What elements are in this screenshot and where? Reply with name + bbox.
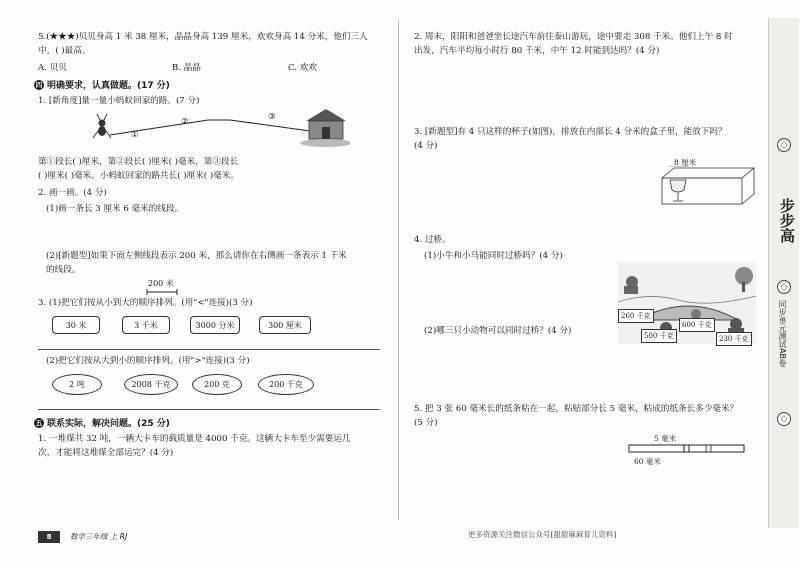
q5-line2: 中，( )最高。 bbox=[38, 46, 91, 56]
section5-number: 五 bbox=[35, 419, 43, 427]
weight-oval-2: 2008 千克 bbox=[124, 374, 178, 395]
r-q5-line2: (5 分) bbox=[414, 418, 438, 428]
spine-chip-3: ○ bbox=[777, 412, 791, 426]
weight-tag-4: 230 千克 bbox=[716, 332, 752, 346]
weight-oval-3: 200 克 bbox=[192, 374, 242, 395]
spine-chip-2: ○ bbox=[777, 280, 791, 294]
length-box-1: 30 米 bbox=[52, 316, 100, 334]
s4-q1-answer-line2: ( )厘米( )毫米。小蚂蚁回家的路共长( )厘米( )毫米。 bbox=[38, 171, 240, 181]
section5-header bbox=[34, 416, 170, 429]
s5-q1-line2: 次，才能将这堆煤全部运完？(4 分) bbox=[38, 448, 174, 458]
s4-q3-sub1: 3. (1)把它们按从小到大的顺序排列。(用"<"连接)(3 分) bbox=[38, 298, 253, 308]
r-q4-sub1: (1)小牛和小马能同时过桥吗？(4 分) bbox=[424, 251, 563, 261]
column-divider bbox=[398, 20, 399, 520]
book-spine bbox=[768, 18, 799, 528]
s5-q1-line1: 1. 一堆煤共 32 吨，一辆大卡车的载质量是 4000 千克。这辆大卡车至少需要运几 bbox=[38, 434, 351, 444]
s4-q1-answer-line1: 第①段长( )厘米，第②段长( )厘米( )毫米，第③段长 bbox=[38, 157, 239, 167]
marker-2: ② bbox=[181, 117, 189, 127]
s4-q1-text: 1. [新角度]量一量小蚂蚁回家的路。(7 分) bbox=[38, 96, 200, 106]
section5-title: 联系实际，解决问题。(25 分) bbox=[47, 419, 170, 429]
length-box-2: 3 千米 bbox=[122, 316, 170, 334]
segment-200m bbox=[146, 288, 178, 296]
s4-q2-sub1: (1)画一条长 3 厘米 6 毫米的线段。 bbox=[46, 204, 184, 214]
spine-brand: 步步高 bbox=[778, 198, 796, 243]
r-q3-line2: (4 分) bbox=[414, 141, 438, 151]
strip-label-top: 5 毫米 bbox=[654, 434, 677, 443]
page-number: 8 bbox=[38, 531, 60, 543]
q5-option-b: B. 晶晶 bbox=[172, 63, 201, 73]
cup-box-diagram bbox=[660, 166, 756, 206]
weight-tag-1: 260 千克 bbox=[618, 309, 654, 323]
section4-title: 明确要求，认真做题。(17 分) bbox=[47, 81, 170, 91]
length-box-3: 3000 分米 bbox=[190, 316, 240, 334]
q5-option-a: A. 贝贝 bbox=[38, 63, 67, 73]
r-q2-line2: 出发，汽车平均每小时行 80 千米，中午 12 时能到达吗？(4 分) bbox=[414, 46, 660, 56]
q5-option-c: C. 欢欢 bbox=[288, 63, 317, 73]
paper-strip-diagram bbox=[628, 442, 752, 456]
s4-q3-sub2: (2)把它们按从大到小的顺序排列。(用">"连接)(3 分) bbox=[46, 356, 250, 366]
section4-number: 四 bbox=[35, 81, 43, 89]
marker-1: ① bbox=[131, 130, 139, 140]
weight-oval-4: 200 千克 bbox=[258, 374, 314, 395]
s4-q2-sub2-line1: (2)[新题型]如果下面左侧线段表示 200 米，那么请你在右侧画一条表示 1 千米 bbox=[46, 251, 347, 261]
r-q4-title: 4. 过桥。 bbox=[414, 235, 451, 245]
spine-series: 同步单元测试AB卷 bbox=[778, 300, 787, 367]
divider-line-2 bbox=[38, 409, 380, 410]
divider-line bbox=[38, 349, 380, 350]
footer-note: 更多资源关注微信公众号[甜甜麻麻育儿资料] bbox=[468, 530, 617, 539]
s4-q2-text: 2. 画一画。(4 分) bbox=[38, 188, 107, 198]
q5-line1: 5.(★★★)贝贝身高 1 米 38 厘米，晶晶身高 139 厘米，欢欢身高 14 分米，他们三人 bbox=[38, 32, 368, 42]
length-box-4: 300 厘米 bbox=[259, 316, 311, 334]
strip-label-bottom: 60 毫米 bbox=[634, 457, 661, 466]
r-q3-line1: 3. [新题型]有 4 只这样的杯子(如图)，排放在内部长 4 分米的盒子里，能放下吗？ bbox=[414, 127, 727, 137]
weight-tag-2: 500 千克 bbox=[641, 329, 677, 343]
cup-label: 8 厘米 bbox=[674, 158, 697, 167]
r-q4-sub2: (2)哪三只小动物可以同时过桥？(4 分) bbox=[424, 326, 572, 336]
spine-chip-1: ○ bbox=[777, 138, 791, 152]
r-q2-line1: 2. 周末，阳阳和爸爸坐长途汽车前往泰山游玩，途中要走 308 千米。他们上午 8 时 bbox=[414, 32, 733, 42]
marker-3: ③ bbox=[268, 112, 276, 122]
ant-icon bbox=[93, 114, 111, 138]
weight-tag-3: 600 千克 bbox=[679, 318, 715, 332]
cup-icon bbox=[670, 180, 686, 201]
house-icon bbox=[300, 109, 350, 147]
segment-label: 200 米 bbox=[148, 279, 174, 288]
section4-header bbox=[34, 78, 170, 91]
ant-path-diagram bbox=[90, 105, 350, 150]
r-q5-line1: 5. 把 3 张 60 毫米长的纸条粘在一起，粘贴部分长 5 毫米，粘成的纸条长多少毫米？ bbox=[414, 404, 739, 414]
weight-oval-1: 2 吨 bbox=[52, 374, 102, 395]
s4-q2-sub2-line2: 的线段。 bbox=[46, 265, 81, 275]
book-title: 数学三年级 上 RJ bbox=[70, 532, 128, 541]
